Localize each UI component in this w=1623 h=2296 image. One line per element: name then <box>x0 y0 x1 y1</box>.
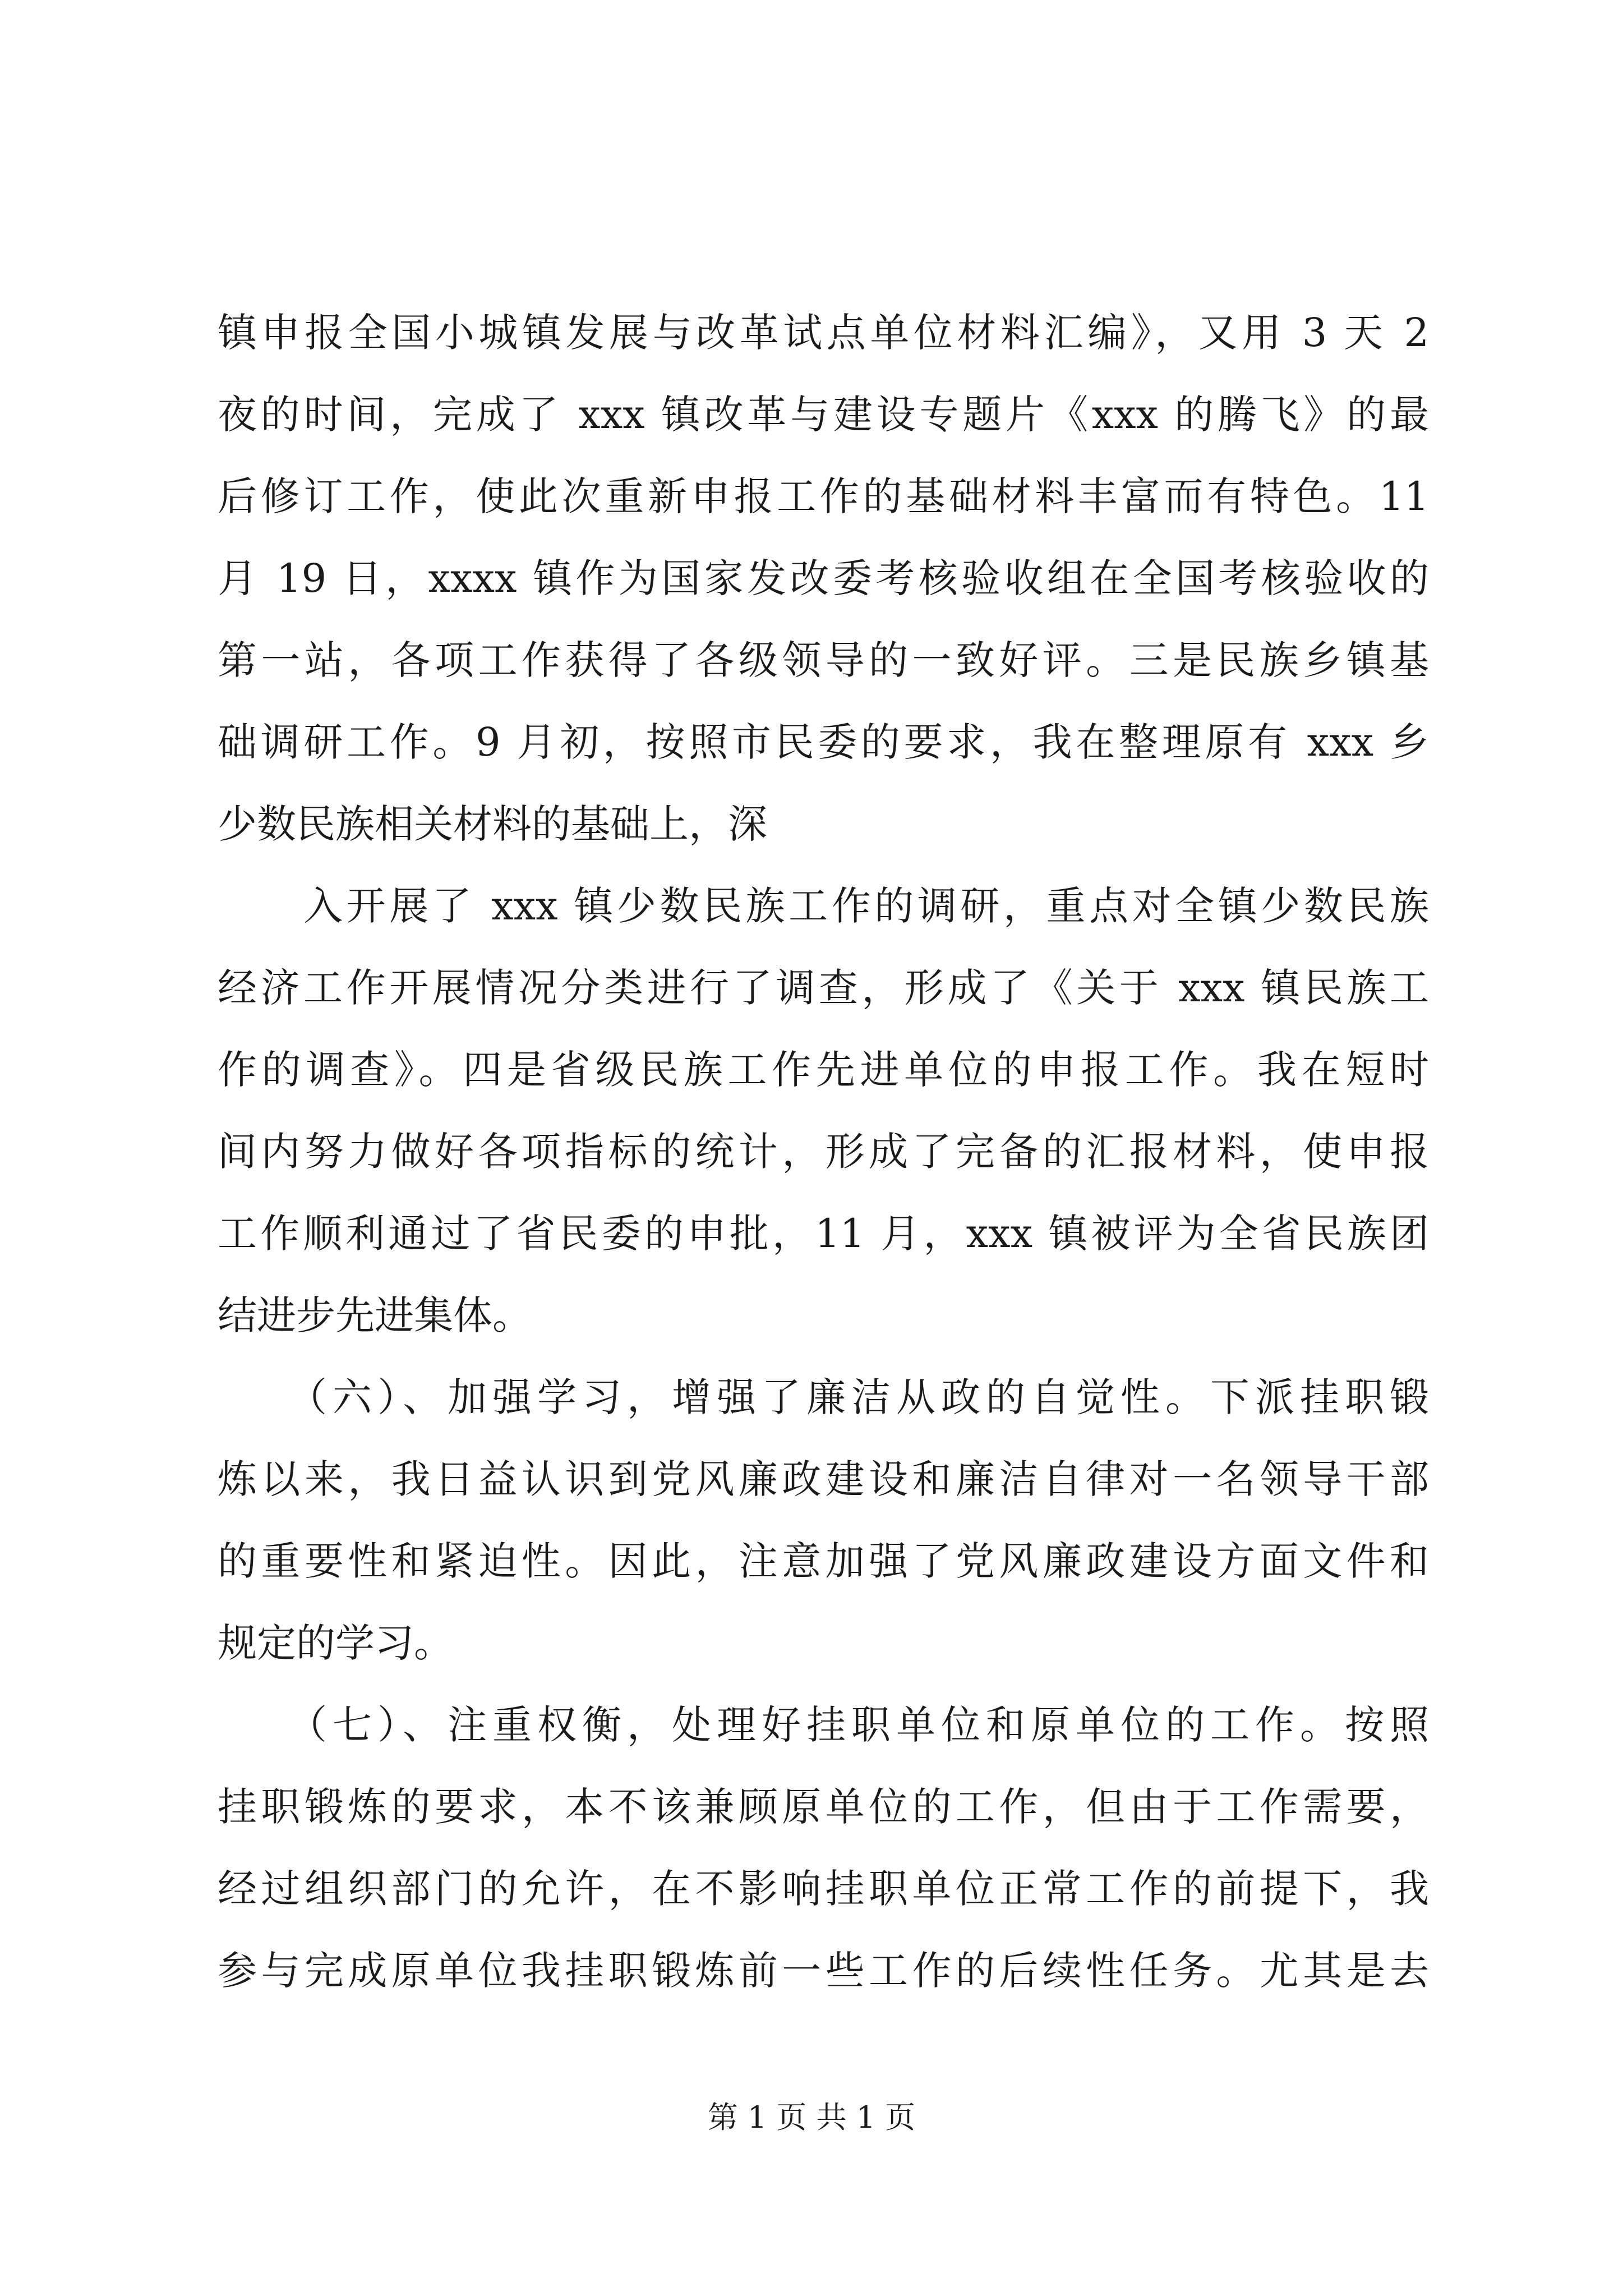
text-line: 炼以来，我日益认识到党风廉政建设和廉洁自律对一名领导干部 <box>218 1456 1429 1502</box>
text-line: 月 19 日，xxxx 镇作为国家发改委考核验收组在全国考核验收的 <box>218 555 1429 601</box>
text-line: 经过组织部门的允许，在不影响挂职单位正常工作的前提下，我 <box>218 1866 1429 1912</box>
text-line: 础调研工作。9 月初，按照市民委的要求，我在整理原有 xxx 乡 <box>218 719 1429 765</box>
page-footer: 第 1 页 共 1 页 <box>707 2100 916 2135</box>
text-line: 工作顺利通过了省民委的申批，11 月，xxx 镇被评为全省民族团 <box>218 1211 1429 1257</box>
text-line: （七）、注重权衡，处理好挂职单位和原单位的工作。按照 <box>218 1702 1429 1748</box>
text-line: （六）、加强学习，增强了廉洁从政的自觉性。下派挂职锻 <box>218 1374 1429 1420</box>
text-line: 夜的时间，完成了 xxx 镇改革与建设专题片《xxx 的腾飞》的最 <box>218 392 1429 438</box>
text-line: 经济工作开展情况分类进行了调查，形成了《关于 xxx 镇民族工 <box>218 965 1429 1011</box>
text-line: 的重要性和紧迫性。因此，注意加强了党风廉政建设方面文件和 <box>218 1538 1429 1584</box>
text-line: 结进步先进集体。 <box>218 1292 532 1338</box>
text-line: 第一站，各项工作获得了各级领导的一致好评。三是民族乡镇基 <box>218 637 1429 683</box>
text-line: 参与完成原单位我挂职锻炼前一些工作的后续性任务。尤其是去 <box>218 1948 1429 1994</box>
body-text <box>218 292 1429 2012</box>
text-line: 后修订工作，使此次重新申报工作的基础材料丰富而有特色。11 <box>218 473 1429 519</box>
text-line: 间内努力做好各项指标的统计，形成了完备的汇报材料，使申报 <box>218 1129 1429 1175</box>
text-line: 作的调查》。四是省级民族工作先进单位的申报工作。我在短时 <box>218 1047 1429 1093</box>
text-line: 规定的学习。 <box>218 1620 453 1666</box>
text-line: 少数民族相关材料的基础上，深 <box>218 801 767 847</box>
text-line: 挂职锻炼的要求，本不该兼顾原单位的工作，但由于工作需要， <box>218 1784 1429 1830</box>
text-line: 镇申报全国小城镇发展与改革试点单位材料汇编》，又用 3 天 2 <box>218 310 1429 356</box>
text-line: 入开展了 xxx 镇少数民族工作的调研，重点对全镇少数民族 <box>218 883 1429 929</box>
